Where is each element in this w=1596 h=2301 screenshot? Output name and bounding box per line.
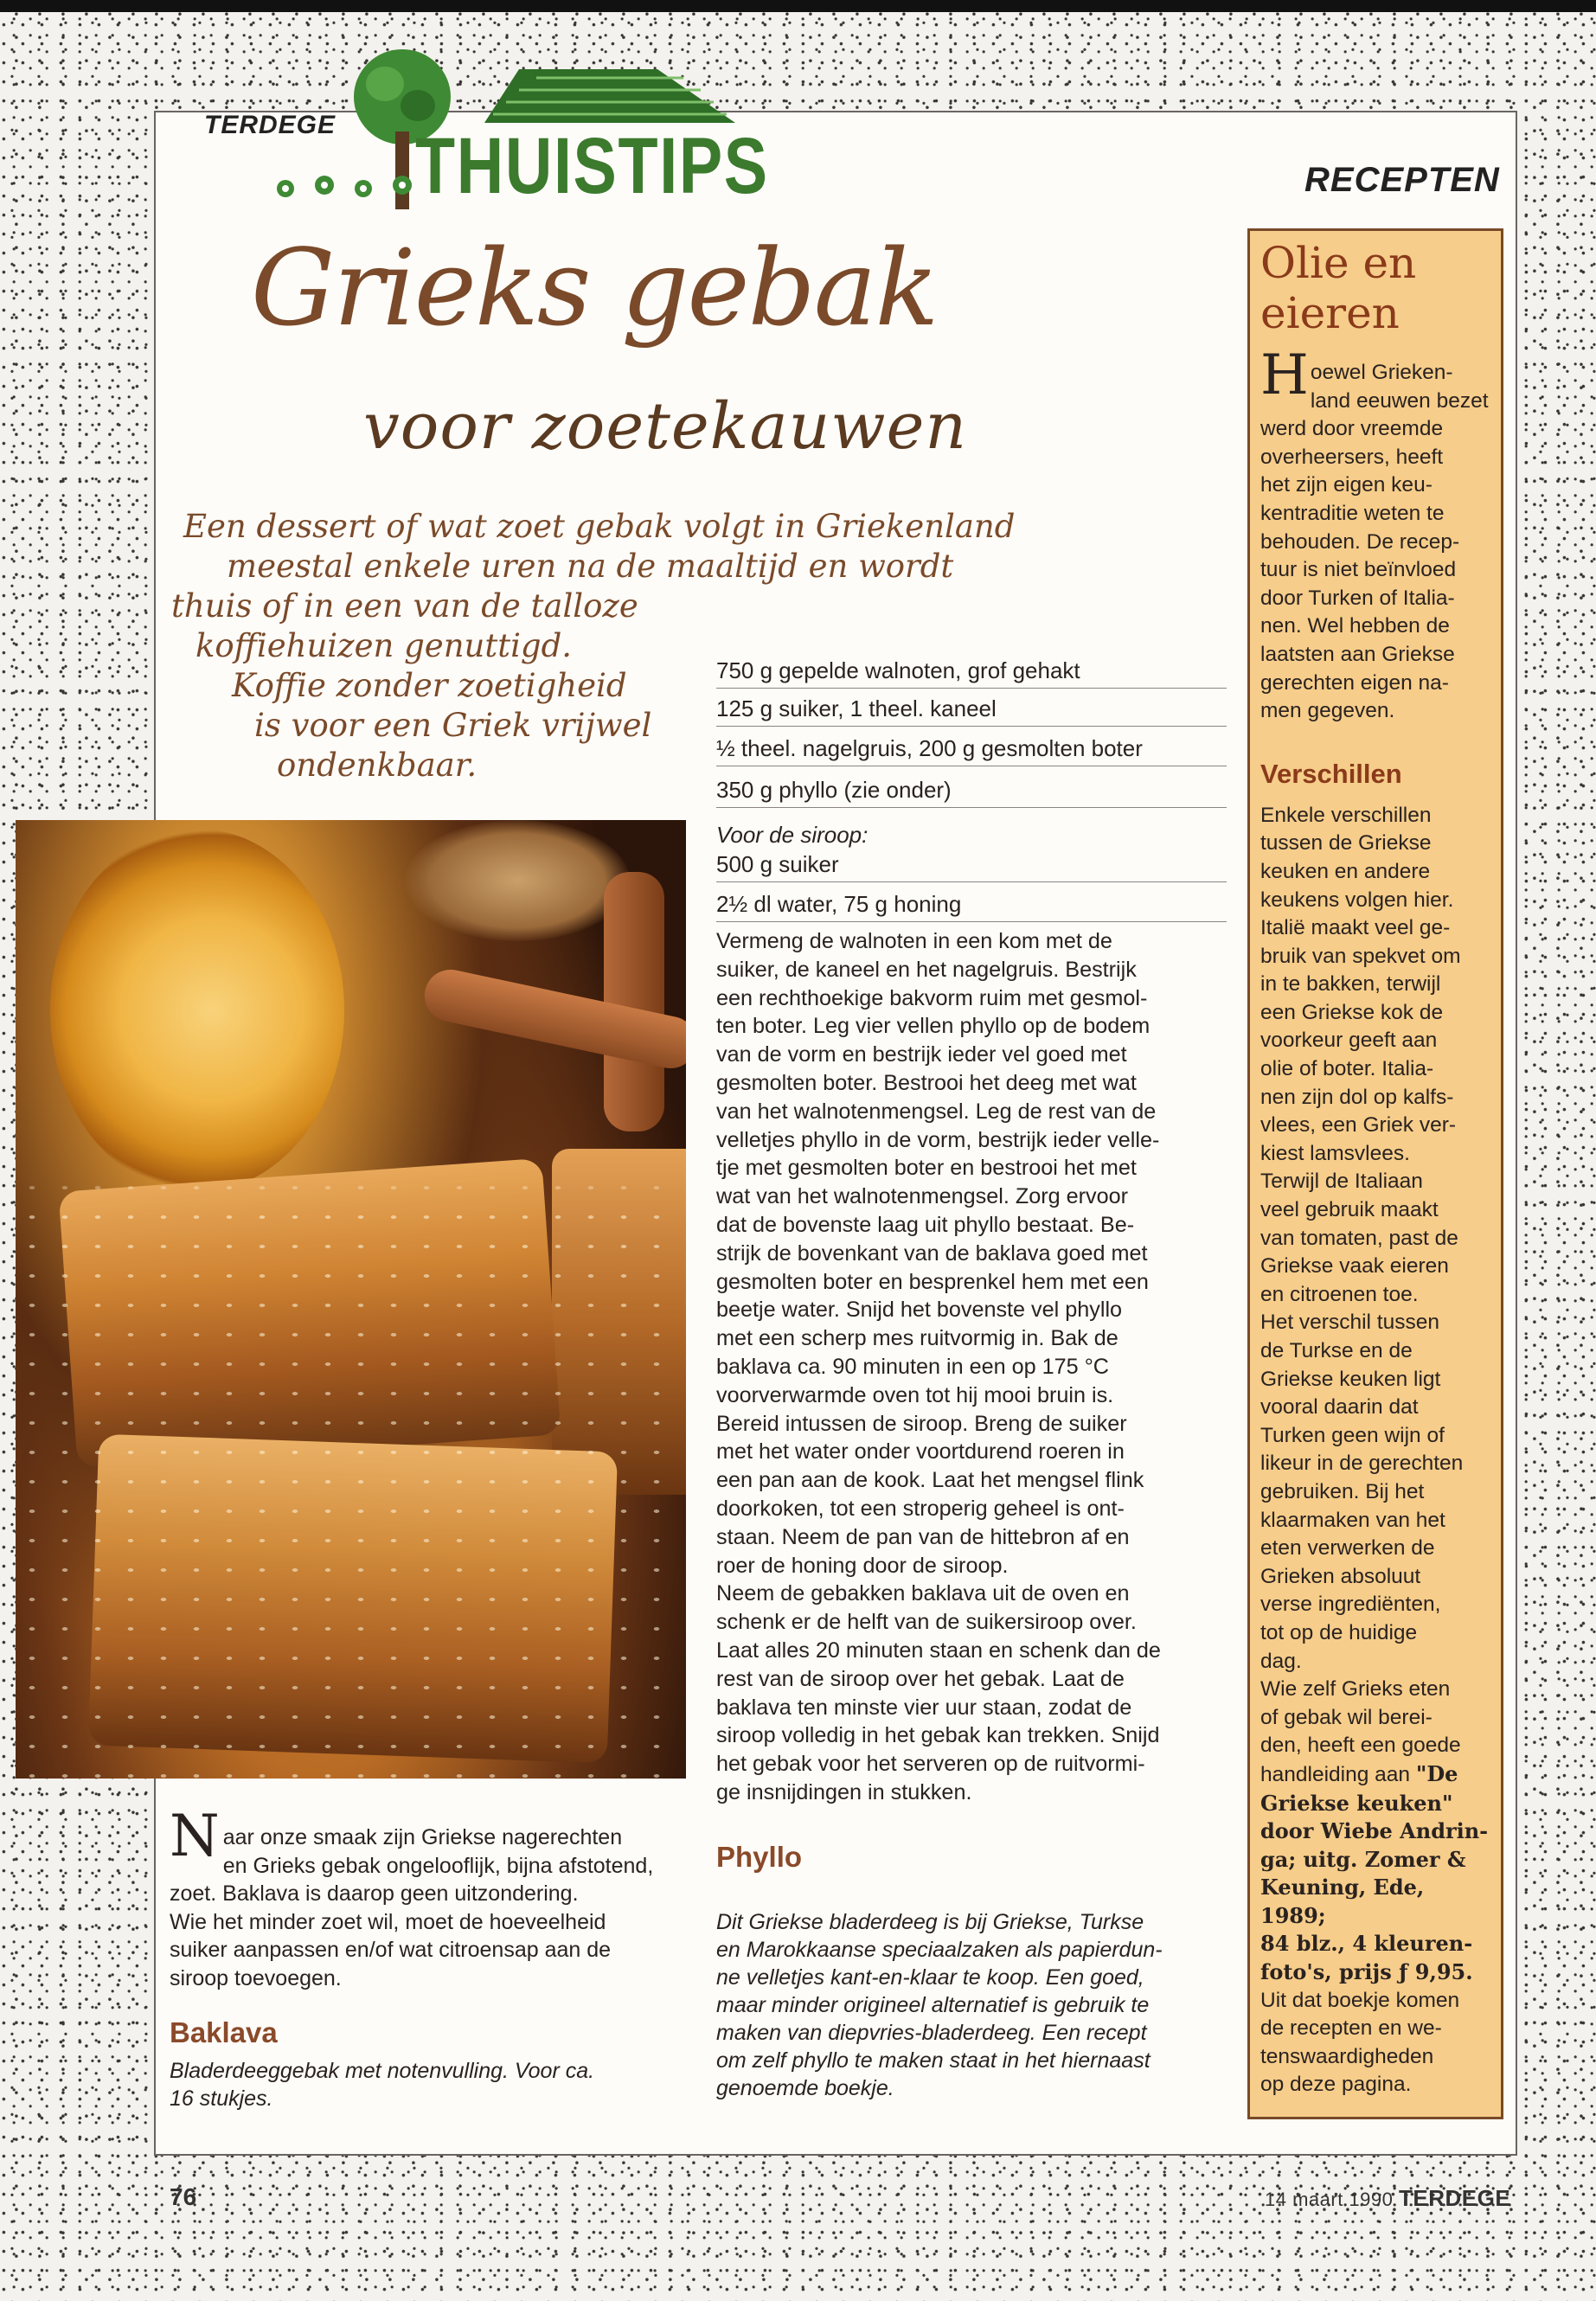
sidebar-line: tussen de Griekse — [1260, 831, 1432, 856]
method-line: Vermeng de walnoten in een kom met de — [716, 929, 1112, 953]
house-roof-icon — [484, 69, 735, 123]
sidebar-line: tenswaardigheden — [1260, 2044, 1434, 2068]
sidebar-line: nen. Wel hebben de — [1260, 614, 1450, 638]
sidebar-line: tot op de huidige — [1260, 1620, 1418, 1644]
sidebar-line: gebruiken. Bij het — [1260, 1479, 1425, 1503]
sidebar-line: olie of boter. Italia- — [1260, 1057, 1434, 1081]
sidebar-title — [1260, 238, 1490, 338]
method-line: beetje water. Snijd het bovenste vel phyllo — [716, 1298, 1123, 1323]
book-title-part: "De — [1415, 1760, 1458, 1786]
phyllo-line: ne velletjes kant-en-klaar te koop. Een goed, — [716, 1965, 1144, 1990]
method-line: voorverwarmde oven tot hij mooi bruin is. — [716, 1382, 1114, 1407]
book-line: Griekse keuken" — [1260, 1790, 1453, 1816]
intro-line: Een dessert of wat zoet gebak volgt in Griekenland — [183, 508, 1016, 545]
sidebar-line: eten verwerken de — [1260, 1536, 1435, 1561]
ingredient-line: ½ theel. nagelgruis, 200 g gesmolten boter — [716, 735, 1227, 766]
top-edge — [0, 0, 1596, 12]
book-line: foto's, prijs ƒ 9,95. — [1260, 1959, 1473, 1985]
sidebar-line: Griekse keuken ligt — [1260, 1367, 1441, 1391]
sidebar-line: keukens volgen hier. — [1260, 888, 1454, 912]
sidebar-line: een Griekse kok de — [1260, 1000, 1444, 1024]
sidebar-line: door Turken of Italia- — [1260, 586, 1455, 610]
masthead-brand: TERDEGE — [204, 111, 337, 139]
book-line: door Wiebe Andrin- — [1260, 1818, 1489, 1844]
sidebar-line: het zijn eigen keu- — [1260, 473, 1433, 497]
sidebar-line-text: handleiding aan — [1260, 1762, 1411, 1786]
left-line: suiker aanpassen en/of wat citroensap aan de — [170, 1938, 612, 1963]
sidebar-line: werd door vreemde — [1260, 417, 1444, 441]
sidebar-box — [1247, 228, 1503, 2119]
sidebar-line: de Turkse en de — [1260, 1339, 1413, 1362]
sidebar-body — [1260, 802, 1490, 2099]
sidebar-intro — [1260, 343, 1490, 726]
sidebar-line: Turken geen wijn of — [1260, 1423, 1445, 1447]
method-line: Neem de gebakken baklava uit de oven en — [716, 1581, 1130, 1606]
method-line: gesmolten boter en besprenkel hem met een — [716, 1269, 1149, 1294]
sidebar-line: in te bakken, terwijl — [1260, 972, 1441, 997]
method-line: baklava ten minste vier uur staan, zodat de — [716, 1695, 1132, 1720]
sidebar-line: overheersers, heeft — [1260, 445, 1444, 469]
sidebar-line: oewel Grieken- — [1310, 361, 1453, 384]
sidebar-line: Uit dat boekje komen — [1260, 1988, 1460, 2012]
sidebar-line: keuken en andere — [1260, 859, 1431, 883]
sidebar-line: kiest lamsvlees. — [1260, 1141, 1410, 1165]
method-line: gesmolten boter. Bestrooi het deeg met wat — [716, 1070, 1137, 1095]
method-line: strijk de bovenkant van de baklava goed met — [716, 1240, 1148, 1266]
method-line: ten boter. Leg vier vellen phyllo op de bodem — [716, 1014, 1151, 1039]
article-subtitle: voor zoetekauwen — [363, 389, 968, 464]
left-line: en Grieks gebak ongelooflijk, bijna afstotend, — [222, 1853, 654, 1878]
method-line: doorkoken, tot een stroperig geheel is ont- — [716, 1496, 1125, 1521]
sidebar-line: de recepten en we- — [1260, 2016, 1442, 2041]
phyllo-line: en Marokkaanse speciaalzaken als papierdun- — [716, 1937, 1163, 1962]
sidebar-line: klaarmaken van het — [1260, 1508, 1445, 1532]
sidebar-line: gerechten eigen na- — [1260, 670, 1449, 695]
method-text — [716, 927, 1235, 2102]
method-line: schenk er de helft van de suikersiroop over. — [716, 1610, 1137, 1635]
method-line: velletjes phyllo in de vorm, bestrijk ieder velle- — [716, 1127, 1160, 1152]
ingredient-line: 500 g suiker — [716, 851, 1227, 882]
ingredient-line: 350 g phyllo (zie onder) — [716, 777, 1227, 808]
method-line: ge insnijdingen in stukken. — [716, 1779, 972, 1804]
sidebar-line: en citroenen toe. — [1260, 1282, 1419, 1306]
method-line: siroop volledig in het gebak kan trekken. Snijd — [716, 1723, 1160, 1748]
sidebar-line: Grieken absoluut — [1260, 1564, 1421, 1588]
page-number: 76 — [170, 2183, 197, 2210]
book-line: ga; uitg. Zomer & — [1260, 1846, 1466, 1872]
phyllo-text — [716, 1908, 1235, 2102]
sidebar-line: men gegeven. — [1260, 699, 1395, 723]
method-line: rest van de siroop over het gebak. Laat de — [716, 1666, 1125, 1691]
sidebar-line: behouden. De recep- — [1260, 529, 1460, 554]
left-line: aar onze smaak zijn Griekse nagerechten — [222, 1825, 623, 1849]
sidebar-title-line: Olie en — [1260, 238, 1417, 288]
sidebar-subheading: Verschillen — [1260, 758, 1402, 789]
phyllo-line: maken van diepvries-bladerdeeg. Een recept — [716, 2020, 1147, 2045]
sidebar-line: laatsten aan Griekse — [1260, 642, 1455, 666]
phyllo-line: genoemde boekje. — [716, 2075, 894, 2100]
phyllo-line: maar minder origineel alternatief is gebruik te — [716, 1992, 1150, 2017]
sidebar-line: Het verschil tussen — [1260, 1311, 1439, 1335]
baklava-photo — [16, 820, 686, 1779]
sidebar-line: Italië maakt veel ge- — [1260, 916, 1451, 940]
sidebar-line — [1260, 1760, 1490, 1790]
footer-info — [1265, 2185, 1510, 2212]
syrup-label: Voor de siroop: — [716, 822, 869, 848]
footer-brand: TERDEGE — [1399, 2185, 1511, 2211]
intro-line: koffiehuizen genuttigd. — [195, 627, 573, 664]
sidebar-line: of gebak wil berei- — [1260, 1705, 1433, 1729]
method-line: een rechthoekige bakvorm ruim met gesmol- — [716, 985, 1148, 1010]
sidebar-line: van tomaten, past de — [1260, 1226, 1458, 1250]
dropcap: N — [170, 1803, 220, 1869]
left-column — [170, 1803, 676, 2112]
baklava-desc — [170, 2057, 676, 2112]
sidebar-line: bruik van spekvet om — [1260, 944, 1461, 968]
method-line: staan. Neem de pan van de hittebron af en — [716, 1524, 1130, 1549]
phyllo-line: Dit Griekse bladerdeeg is bij Griekse, Turkse — [716, 1909, 1144, 1934]
book-line: Keuning, Ede, 1989; — [1260, 1875, 1425, 1928]
ingredient-line: 750 g gepelde walnoten, grof gehakt — [716, 657, 1227, 689]
sidebar-line: kentraditie weten te — [1260, 501, 1445, 525]
masthead-title: THUISTIPS — [415, 122, 769, 210]
method-line: met het water onder voortdurend roeren in — [716, 1439, 1125, 1465]
method-line: van het walnotenmengsel. Leg de rest van de — [716, 1099, 1157, 1124]
method-line: roer de honing door de siroop. — [716, 1553, 1009, 1578]
issue-date: 14 maart 1990 — [1265, 2189, 1394, 2210]
method-line: van de vorm en bestrijk ieder vel goed met — [716, 1042, 1127, 1067]
phyllo-line: om zelf phyllo te maken staat in het hiernaast — [716, 2048, 1151, 2073]
method-line: met een scherp mes ruitvormig in. Bak de — [716, 1326, 1118, 1351]
section-label: RECEPTEN — [1304, 161, 1500, 199]
flowers-icon — [268, 170, 433, 204]
baklava-line: Bladerdeeggebak met notenvulling. Voor ca. — [170, 2059, 595, 2084]
baklava-line: 16 stukjes. — [170, 2086, 273, 2112]
method-line: Laat alles 20 minuten staan en schenk dan de — [716, 1638, 1161, 1663]
method-line: tje met gesmolten boter en bestrooi het met — [716, 1156, 1137, 1181]
sidebar-line: Enkele verschillen — [1260, 803, 1432, 827]
intro-line: is voor een Griek vrijwel — [254, 707, 652, 744]
method-line: wat van het walnotenmengsel. Zorg ervoor — [716, 1184, 1129, 1209]
sidebar-dropcap: H — [1260, 343, 1309, 407]
sidebar-line: nen zijn dol op kalfs- — [1260, 1085, 1454, 1109]
left-line: Wie het minder zoet wil, moet de hoeveelheid — [170, 1909, 606, 1934]
intro-line: meestal enkele uren na de maaltijd en wordt — [227, 548, 954, 585]
method-line: het gebak voor het serveren op de ruitvormi- — [716, 1752, 1145, 1777]
sidebar-line: veel gebruik maakt — [1260, 1198, 1439, 1222]
article-title: Grieks gebak — [251, 227, 938, 349]
sidebar-line: Wie zelf Grieks eten — [1260, 1677, 1451, 1702]
sidebar-line: vooral daarin dat — [1260, 1395, 1419, 1420]
sidebar-line: vlees, een Griek ver- — [1260, 1113, 1457, 1138]
sidebar-line: land eeuwen bezet — [1310, 388, 1489, 413]
left-line: zoet. Baklava is daarop geen uitzondering. — [170, 1881, 579, 1907]
left-line: siroop toevoegen. — [170, 1965, 342, 1990]
sidebar-line: Griekse vaak eieren — [1260, 1254, 1449, 1279]
ingredient-line: 2½ dl water, 75 g honing — [716, 891, 1227, 922]
method-line: dat de bovenste laag uit phyllo bestaat. Be- — [716, 1212, 1135, 1237]
sidebar-line: tuur is niet beïnvloed — [1260, 558, 1457, 582]
intro-line: ondenkbaar. — [277, 747, 478, 784]
sidebar-line: den, heeft een goede — [1260, 1734, 1461, 1758]
sidebar-line: likeur in de gerechten — [1260, 1452, 1464, 1476]
sidebar-line: verse ingrediënten, — [1260, 1593, 1441, 1617]
intro-line: Koffie zonder zoetigheid — [232, 667, 627, 704]
sidebar-line: op deze pagina. — [1260, 2073, 1412, 2097]
baklava-heading: Baklava — [170, 2016, 278, 2048]
method-line: een pan aan de kook. Laat het mengsel flink — [716, 1468, 1144, 1493]
ingredient-line: 125 g suiker, 1 theel. kaneel — [716, 695, 1227, 727]
intro-line: thuis of in een van de talloze — [171, 587, 638, 625]
phyllo-heading: Phyllo — [716, 1840, 803, 1873]
sesame-seeds — [16, 820, 686, 1779]
book-line: 84 blz., 4 kleuren- — [1260, 1931, 1473, 1957]
method-line: suiker, de kaneel en het nagelgruis. Bestrijk — [716, 957, 1137, 982]
sidebar-title-line: eieren — [1260, 288, 1400, 338]
sidebar-line: voorkeur geeft aan — [1260, 1029, 1438, 1053]
sidebar-line: dag. — [1260, 1649, 1302, 1673]
method-line: Bereid intussen de siroop. Breng de suiker — [716, 1411, 1127, 1436]
sidebar-line: Terwijl de Italiaan — [1260, 1170, 1423, 1194]
method-line: baklava ca. 90 minuten in een op 175 °C — [716, 1354, 1109, 1379]
